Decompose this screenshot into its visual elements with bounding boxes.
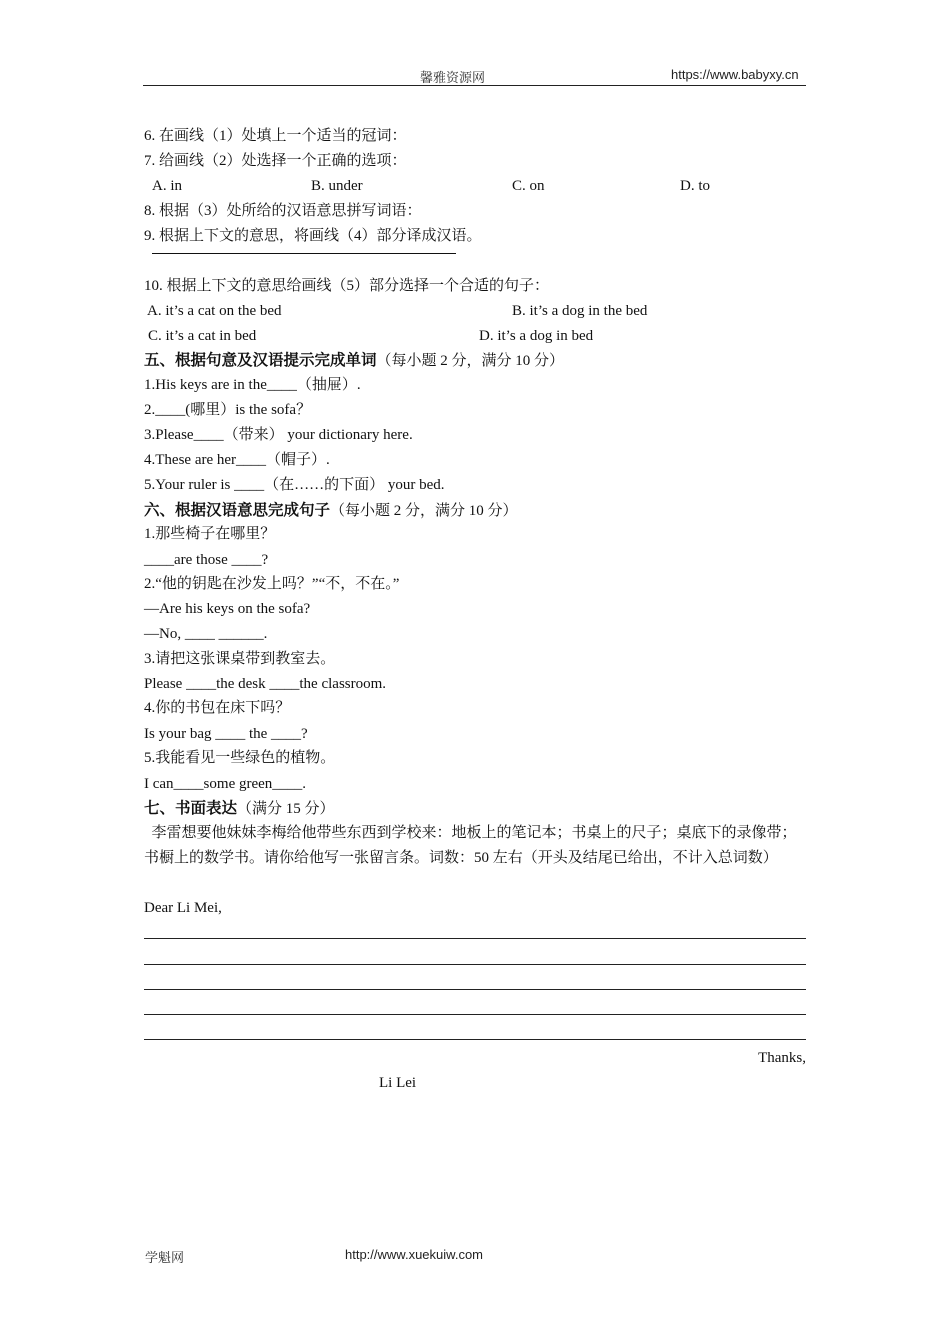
s5-item-4: 4.These are her____（帽子）. xyxy=(144,452,330,468)
writing-line xyxy=(144,989,806,990)
letter-signature: Li Lei xyxy=(379,1075,417,1091)
s6-line-3: 2.“他的钥匙在沙发上吗？”“不，不在。” xyxy=(144,576,400,592)
s7-prompt: 李雷想要他妹妹李梅给他带些东西到学校来：地板上的笔记本；书桌上的尺子；桌底下的录像带；书橱上的数学书。请你给他写一张留言条。词数：50 左右（开头及结尾已给出，不计入总词数） xyxy=(144,825,797,866)
writing-line xyxy=(144,1039,806,1040)
question-9: 9. 根据上下文的意思，将画线（4）部分译成汉语。 xyxy=(144,228,482,244)
question-10: 10. 根据上下文的意思给画线（5）部分选择一个合适的句子： xyxy=(144,278,550,294)
section-7-note: （满分 15 分） xyxy=(237,801,335,817)
s6-line-7: Please ____the desk ____the classroom. xyxy=(144,676,387,692)
writing-line xyxy=(144,938,806,939)
question-7: 7. 给画线（2）处选择一个正确的选项： xyxy=(144,153,407,169)
q10-option-b: B. it’s a dog in the bed xyxy=(512,303,648,319)
q10-option-a: A. it’s a cat on the bed xyxy=(147,303,282,319)
letter-salutation: Dear Li Mei, xyxy=(144,900,222,916)
header-site-name: 馨雅资源网 xyxy=(420,71,486,86)
q7-option-a: A. in xyxy=(152,178,182,194)
s5-item-1: 1.His keys are in the____（抽屉）. xyxy=(144,377,361,393)
section-5-heading xyxy=(144,350,564,371)
s6-line-11: I can____some green____. xyxy=(144,776,307,792)
footer-url[interactable]: http://www.xuekuiw.com xyxy=(345,1247,483,1262)
section-7-title: 七、书面表达 xyxy=(144,799,238,817)
s6-line-10: 5.我能看见一些绿色的植物。 xyxy=(144,750,336,766)
section-6-note: （每小题 2 分，满分 10 分） xyxy=(330,503,518,519)
q10-option-c: C. it’s a cat in bed xyxy=(148,328,257,344)
question-8: 8. 根据（3）处所给的汉语意思拼写词语： xyxy=(144,203,422,219)
section-6-title: 六、根据汉语意思完成句子 xyxy=(144,501,331,519)
section-5-note: （每小题 2 分，满分 10 分） xyxy=(376,353,565,369)
header-url[interactable]: https://www.babyxy.cn xyxy=(671,67,799,82)
section-6-heading xyxy=(144,500,518,521)
s5-item-3: 3.Please____（带来） your dictionary here. xyxy=(144,427,413,443)
s6-line-9: Is your bag ____ the ____? xyxy=(144,726,308,742)
s5-item-2: 2.____(哪里）is the sofa？ xyxy=(144,402,312,418)
s6-line-6: 3.请把这张课桌带到教室去。 xyxy=(144,651,336,667)
section-7-heading xyxy=(144,798,335,819)
writing-line xyxy=(144,964,806,965)
letter-closing: Thanks, xyxy=(758,1050,806,1066)
q9-answer-line xyxy=(152,253,456,254)
question-6: 6. 在画线（1）处填上一个适当的冠词： xyxy=(144,128,407,144)
s6-line-8: 4.你的书包在床下吗？ xyxy=(144,700,291,716)
s6-line-1: 1.那些椅子在哪里？ xyxy=(144,526,276,542)
s6-line-2: ____are those ____? xyxy=(144,552,269,568)
s6-line-4: —Are his keys on the sofa? xyxy=(144,601,311,617)
q7-option-b: B. under xyxy=(311,178,363,194)
q7-option-d: D. to xyxy=(680,178,710,194)
header-divider xyxy=(143,85,806,86)
q7-option-c: C. on xyxy=(512,178,545,194)
footer-site-name: 学魁网 xyxy=(145,1251,185,1266)
q10-option-d: D. it’s a dog in bed xyxy=(479,328,594,344)
writing-line xyxy=(144,1014,806,1015)
s6-line-5: —No, ____ ______. xyxy=(144,626,268,642)
s5-item-5: 5.Your ruler is ____（在……的下面） your bed. xyxy=(144,477,445,493)
section-5-title: 五、根据句意及汉语提示完成单词 xyxy=(144,351,377,369)
